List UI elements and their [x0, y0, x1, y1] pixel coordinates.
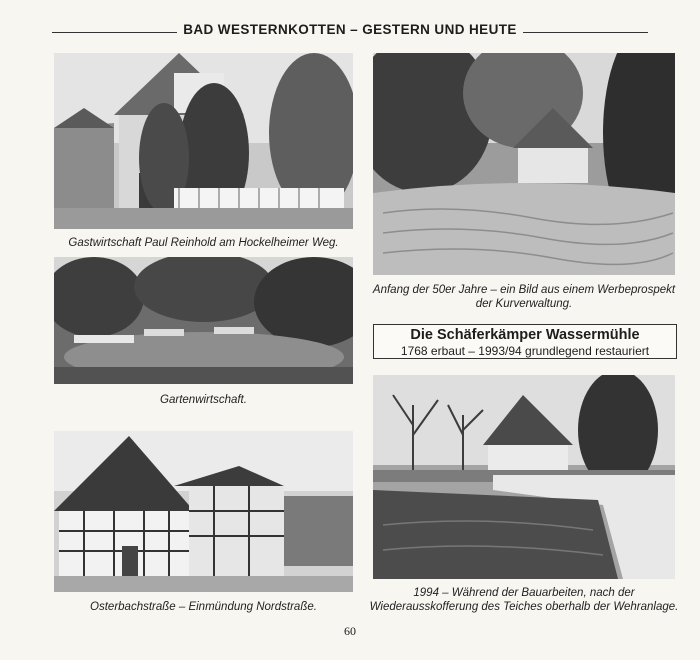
- mill-subtitle: 1768 erbaut – 1993/94 grundlegend restauriert: [400, 344, 650, 358]
- header-title: BAD WESTERNKOTTEN – GESTERN UND HEUTE: [177, 22, 523, 37]
- page-header: [0, 22, 700, 37]
- caption-bauarbeiten-1994: 1994 – Während der Bauarbeiten, nach der Wiederausskofferung des Teiches oberhalb der Wehranlage.: [369, 587, 679, 613]
- photo-osterbachstrasse: [54, 431, 353, 592]
- mill-title-box: [373, 324, 677, 359]
- photo-wassermuehle-50er: [373, 53, 675, 275]
- caption-osterbachstrasse: Osterbachstraße – Einmündung Nordstraße.: [90, 601, 317, 613]
- photo-wassermuehle-1994: [373, 375, 675, 579]
- caption-gartenwirtschaft: Gartenwirtschaft.: [160, 394, 247, 406]
- mill-title: Die Schäferkämper Wassermühle: [410, 327, 640, 343]
- photo-gastwirtschaft: [54, 53, 353, 229]
- caption-werbeprospekt: Anfang der 50er Jahre – ein Bild aus einem Werbeprospekt der Kurverwaltung.: [372, 284, 676, 310]
- page-number: 60: [344, 624, 356, 638]
- caption-gastwirtschaft: Gastwirtschaft Paul Reinhold am Hockelheimer Weg.: [68, 237, 339, 249]
- photo-gartenwirtschaft: [54, 257, 353, 384]
